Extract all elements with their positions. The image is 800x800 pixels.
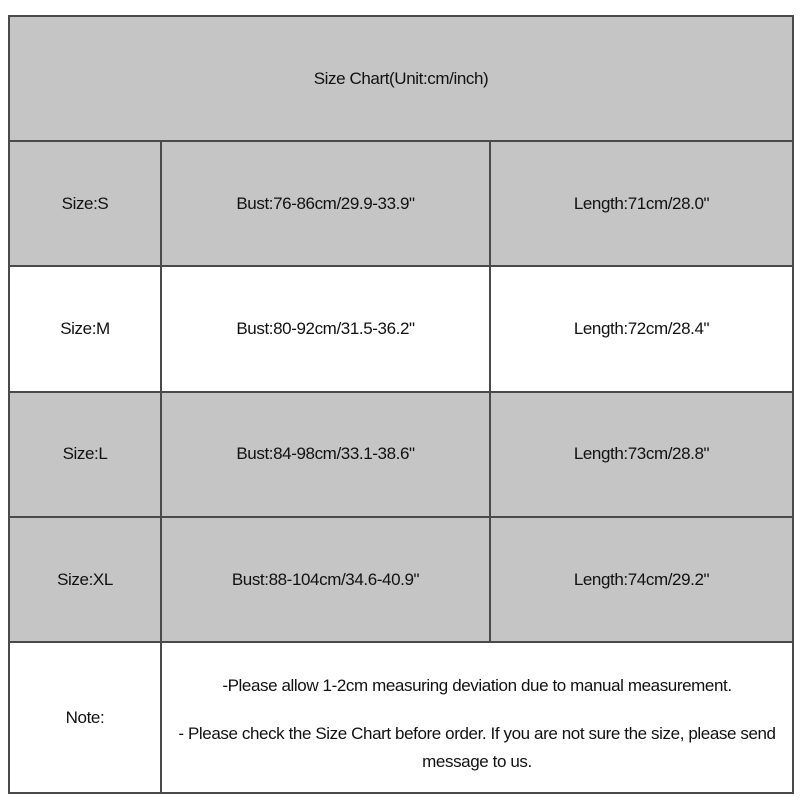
length-measurement: Length:74cm/29.2" bbox=[490, 517, 793, 642]
size-chart-title: Size Chart(Unit:cm/inch) bbox=[9, 16, 793, 141]
table-row bbox=[9, 392, 793, 517]
size-label: Size:S bbox=[9, 141, 161, 266]
bust-measurement: Bust:80-92cm/31.5-36.2" bbox=[161, 266, 490, 391]
length-measurement: Length:73cm/28.8" bbox=[490, 392, 793, 517]
table-row bbox=[9, 141, 793, 266]
note-row bbox=[9, 642, 793, 793]
size-chart-table bbox=[8, 15, 794, 794]
size-label: Size:XL bbox=[9, 517, 161, 642]
length-measurement: Length:71cm/28.0" bbox=[490, 141, 793, 266]
length-measurement: Length:72cm/28.4" bbox=[490, 266, 793, 391]
note-lines bbox=[168, 660, 786, 776]
note-line: - Please check the Size Chart before order. If you are not sure the size, please send message to us. bbox=[178, 723, 776, 771]
bust-measurement: Bust:88-104cm/34.6-40.9" bbox=[161, 517, 490, 642]
size-label: Size:L bbox=[9, 392, 161, 517]
table-row bbox=[9, 517, 793, 642]
title-row bbox=[9, 16, 793, 141]
note-content bbox=[161, 642, 793, 793]
bust-measurement: Bust:84-98cm/33.1-38.6" bbox=[161, 392, 490, 517]
note-label: Note: bbox=[9, 642, 161, 793]
bust-measurement: Bust:76-86cm/29.9-33.9" bbox=[161, 141, 490, 266]
note-line: -Please allow 1-2cm measuring deviation due to manual measurement. bbox=[222, 675, 732, 695]
size-label: Size:M bbox=[9, 266, 161, 391]
table-row bbox=[9, 266, 793, 391]
